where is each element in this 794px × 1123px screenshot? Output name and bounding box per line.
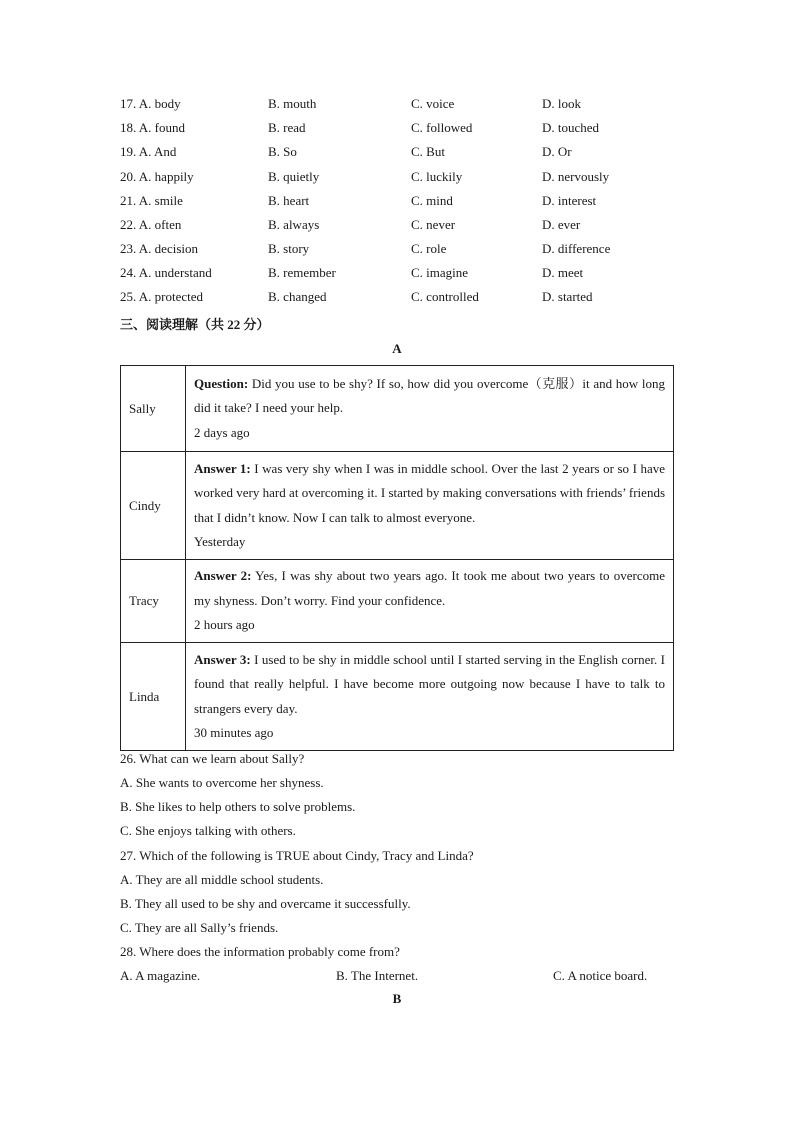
post-content: [186, 560, 674, 643]
passage-b-label: B: [392, 991, 402, 1006]
post-text: Yes, I was shy about two years ago. It took me about two years to overcome my shyness. Don’t worry. Find your confidence.: [194, 568, 666, 608]
option-d: D. touched: [542, 120, 600, 135]
post-content: [186, 643, 674, 751]
option-d: D. Or: [542, 144, 572, 159]
option-a: 25. A. protected: [120, 289, 204, 304]
option-row-24: [0, 264, 794, 282]
table-row: [121, 452, 674, 560]
option-c: C. But: [411, 144, 445, 159]
question-26-option-a: A. She wants to overcome her shyness.: [120, 775, 324, 790]
question-27: 27. Which of the following is TRUE about Cindy, Tracy and Linda?: [120, 848, 474, 863]
option-c: C. luckily: [411, 169, 463, 184]
option-b: B. story: [268, 241, 310, 256]
passage-a-label: A: [392, 341, 402, 356]
option-row-25: [0, 288, 794, 306]
option-d: D. look: [542, 96, 581, 111]
table-row: [121, 643, 674, 751]
option-b: B. mouth: [268, 96, 317, 111]
option-d: D. started: [542, 289, 593, 304]
option-a: 19. A. And: [120, 144, 177, 159]
option-b: B. So: [268, 144, 297, 159]
option-a: 20. A. happily: [120, 169, 194, 184]
person-name: Cindy: [121, 452, 186, 560]
question-28-option-c: C. A notice board.: [553, 968, 648, 983]
table-row: [121, 366, 674, 452]
post-content: [186, 452, 674, 560]
option-d: D. difference: [542, 241, 611, 256]
option-b: B. read: [268, 120, 306, 135]
question-27-option-c: C. They are all Sally’s friends.: [120, 920, 279, 935]
option-row-22: [0, 216, 794, 234]
post-time: 30 minutes ago: [194, 725, 274, 740]
post-label: Answer 1:: [194, 460, 251, 476]
option-d: D. nervously: [542, 169, 610, 184]
option-a: 17. A. body: [120, 96, 181, 111]
option-row-23: [0, 240, 794, 258]
option-row-18: [0, 119, 794, 137]
option-a: 22. A. often: [120, 217, 182, 232]
post-label: Question:: [194, 375, 249, 391]
option-b: B. changed: [268, 289, 327, 304]
option-b: B. heart: [268, 193, 310, 208]
option-b: B. always: [268, 217, 320, 232]
option-row-20: [0, 168, 794, 186]
person-name: Tracy: [121, 560, 186, 643]
option-b: B. quietly: [268, 169, 320, 184]
post-text: I was very shy when I was in middle school. Over the last 2 years or so I have worked very hard at overcoming it. I started by making conversations with friends’ friends that I didn’t know. Now I can talk to almost everyone.: [194, 460, 665, 525]
option-a: 24. A. understand: [120, 265, 212, 280]
option-c: C. voice: [411, 96, 455, 111]
option-a: 18. A. found: [120, 120, 185, 135]
question-28: 28. Where does the information probably come from?: [120, 944, 400, 959]
option-c: C. role: [411, 241, 447, 256]
question-28-option-a: A. A magazine.: [120, 968, 201, 983]
option-c: C. never: [411, 217, 456, 232]
question-26: 26. What can we learn about Sally?: [120, 751, 305, 766]
option-row-19: [0, 143, 794, 161]
question-28-option-b: B. The Internet.: [336, 968, 419, 983]
option-d: D. meet: [542, 265, 584, 280]
table-row: [121, 560, 674, 643]
option-d: D. ever: [542, 217, 581, 232]
post-time: 2 hours ago: [194, 617, 255, 633]
option-c: C. imagine: [411, 265, 469, 280]
option-c: C. controlled: [411, 289, 479, 304]
post-text: Did you use to be shy? If so, how did you overcome（克服）it and how long did it take? I need your help.: [194, 375, 665, 416]
question-26-option-c: C. She enjoys talking with others.: [120, 823, 296, 838]
post-content: [186, 366, 674, 452]
question-27-option-b: B. They all used to be shy and overcame it successfully.: [120, 896, 411, 911]
post-label: Answer 3:: [194, 651, 251, 667]
person-name: Sally: [121, 366, 186, 452]
option-a: 23. A. decision: [120, 241, 198, 256]
question-26-option-b: B. She likes to help others to solve problems.: [120, 799, 356, 814]
option-a: 21. A. smile: [120, 193, 183, 208]
option-row-17: [0, 95, 794, 113]
section-title: 三、阅读理解（共 22 分）: [120, 317, 270, 332]
option-b: B. remember: [268, 265, 336, 280]
option-row-21: [0, 192, 794, 210]
option-c: C. followed: [411, 120, 473, 135]
post-time: 2 days ago: [194, 424, 250, 440]
option-c: C. mind: [411, 193, 453, 208]
post-text: I used to be shy in middle school until I started serving in the English corner. I found that really helpful. I have become more outgoing now because I have to talk to strangers every day.: [194, 651, 665, 716]
person-name: Linda: [121, 643, 186, 751]
qa-table: [120, 365, 674, 751]
question-27-option-a: A. They are all middle school students.: [120, 872, 324, 887]
option-d: D. interest: [542, 193, 597, 208]
post-label: Answer 2:: [194, 568, 252, 584]
post-time: Yesterday: [194, 534, 246, 549]
